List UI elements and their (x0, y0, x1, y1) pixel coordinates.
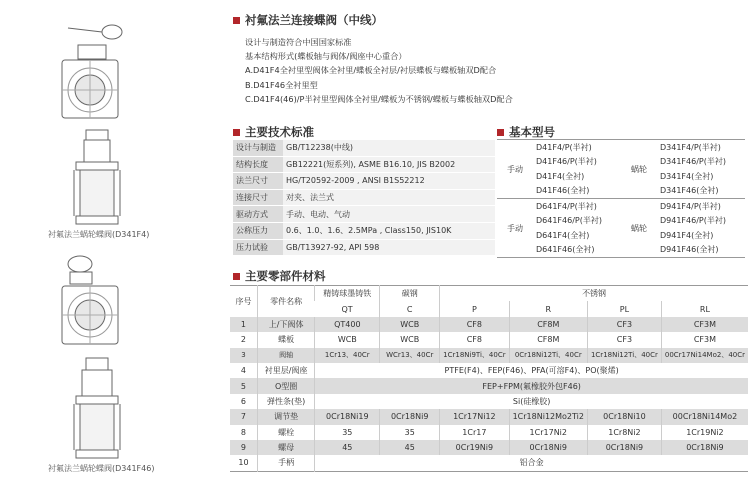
table-cell: C (380, 301, 440, 316)
table-cell: 公称压力 (233, 222, 283, 239)
table-cell: 螺母 (257, 440, 314, 455)
table-cell: 35 (315, 425, 380, 440)
intro-text: 设计与制造符合中国国家标准 基本结构形式(蝶板轴与阀体/阀座中心重合） A.D41F4全衬里型阀体全衬里/蝶板全衬层/衬层蝶板与蝶板轴双D配合 B.D41F46全衬里型 C.D41F4(46)/P半衬里型阀体全衬里/蝶板为不锈钢/蝶板与蝶板轴双D配合 (245, 37, 513, 104)
table-cell: 碳钢 (380, 286, 440, 302)
table-cell: 0.6、1.0、1.6、2.5MPa , Class150, JIS10K (283, 222, 495, 239)
basic-models-table (497, 139, 745, 258)
table-row (233, 239, 495, 256)
table-cell: 1Cr13、40Cr (315, 348, 380, 363)
table-row (230, 332, 748, 347)
valve-drawing-side-1 (66, 128, 126, 228)
table-cell: 3 (230, 348, 257, 363)
materials-title: 主要零部件材料 (233, 268, 326, 284)
table-cell: Si(硅橡胶) (315, 394, 748, 409)
table-cell: QT400 (315, 317, 380, 332)
table-cell: 1Cr18Ni9Ti、40Cr (440, 348, 509, 363)
table-cell: 设计与制造 (233, 140, 283, 156)
table-cell: 0Cr18Ni19 (315, 409, 380, 424)
table-cell: 7 (230, 409, 257, 424)
table-cell: GB/T13927-92, API 598 (283, 239, 495, 256)
table-cell: 1Cr18Ni12Mo2Ti2 (509, 409, 587, 424)
table-row (230, 378, 748, 393)
table-cell: 0Cr18Ni9 (380, 409, 440, 424)
table-cell: D341F4(全衬) (660, 171, 714, 181)
page-title: 衬氟法兰连接蝶阀（中线） (233, 12, 383, 28)
table-cell: 00Cr18Ni14Mo2 (661, 409, 748, 424)
table-cell: 上/下阀体 (257, 317, 314, 332)
table-row (233, 189, 495, 206)
table-cell: GB/T12238(中线) (283, 140, 495, 156)
table-cell: P (440, 301, 509, 316)
table-header-row (230, 286, 748, 302)
table-cell: 2 (240, 335, 247, 345)
table-cell: 8 (240, 427, 247, 437)
table-cell: 不锈钢 (440, 286, 748, 302)
title-marker-icon (497, 129, 504, 136)
table-cell: QT (315, 301, 380, 316)
caption-valve-1: 衬氟法兰蜗轮蝶阀(D341F4) (48, 230, 150, 239)
table-row (233, 206, 495, 223)
table-cell: 1Cr17Ni12 (440, 409, 509, 424)
table-cell: FEP+FPM(氟橡胶外包F46) (315, 378, 748, 393)
table-cell: 零件名称 (257, 286, 314, 317)
table-cell: CF8 (440, 332, 509, 347)
table-cell: 螺栓 (257, 425, 314, 440)
caption-valve-2: 衬氟法兰蜗轮蝶阀(D341F46) (48, 464, 155, 473)
title-marker-icon (233, 129, 240, 136)
table-row (230, 409, 748, 424)
title-marker-icon (233, 17, 240, 24)
table-cell: D41F46(全衬) (536, 186, 590, 196)
table-cell: 手柄 (257, 455, 314, 471)
table-row (233, 156, 495, 173)
table-cell: D41F4(全衬) (536, 171, 585, 181)
table-cell: 序号 (230, 286, 257, 317)
title-marker-icon (233, 273, 240, 280)
table-cell: CF3M (661, 332, 748, 347)
table-cell: 调节垫 (257, 409, 314, 424)
table-cell: 连接尺寸 (233, 189, 283, 206)
table-cell: CF8 (440, 317, 509, 332)
table-row (233, 140, 495, 156)
table-cell: 蜗轮 (631, 164, 647, 174)
table-cell: 1Cr18Ni12Ti、40Cr (587, 348, 661, 363)
table-cell: 对夹、法兰式 (283, 189, 495, 206)
table-cell: 0Cr18Ni9 (587, 440, 661, 455)
table-row (230, 425, 748, 440)
table-cell: 35 (380, 425, 440, 440)
table-cell: 衬里层/阀座 (257, 363, 314, 378)
table-cell: D641F4(全衬) (536, 230, 590, 240)
table-cell: HG/T20592-2009 , ANSI B1S52212 (283, 173, 495, 190)
table-row (230, 348, 748, 363)
table-cell: 1Cr17Ni2 (509, 425, 587, 440)
table-cell: 精铸球墨铸铁 (315, 286, 380, 302)
table-cell: 9 (230, 440, 257, 455)
table-cell: 压力试验 (233, 239, 283, 256)
table-cell: 4 (240, 366, 247, 376)
table-cell: 0Cr18Ni9 (509, 440, 587, 455)
table-cell: 手动 (507, 164, 523, 174)
table-cell: 手动 (497, 199, 533, 258)
table-cell: CF3 (587, 317, 661, 332)
table-row (230, 440, 748, 455)
table-cell: 蜗轮 (621, 199, 657, 258)
table-cell: WCB (380, 317, 440, 332)
table-cell: D941F46(全衬) (660, 245, 719, 255)
table-row (497, 199, 745, 214)
materials-table (230, 285, 748, 472)
table-cell: D641F46(全衬) (536, 245, 595, 255)
table-row (230, 317, 748, 332)
table-cell: 0Cr18Ni12Ti、40Cr (509, 348, 587, 363)
table-cell: 铝合金 (315, 455, 748, 471)
table-cell: 结构长度 (233, 156, 283, 173)
table-cell: 手动、电动、气动 (283, 206, 495, 223)
valve-drawing-top (40, 10, 135, 125)
table-row (230, 363, 748, 378)
table-row (233, 222, 495, 239)
table-row (230, 455, 748, 471)
valve-drawing-mid (40, 246, 135, 356)
table-cell: D941F4/P(半衬) (657, 199, 745, 214)
table-cell: D941F46/P(半衬) (660, 216, 726, 226)
table-cell: 1Cr19Ni2 (661, 425, 748, 440)
table-cell: CF8M (509, 332, 587, 347)
table-cell: PL (587, 301, 661, 316)
table-cell: D941F4(全衬) (660, 230, 714, 240)
table-cell: 45 (380, 440, 440, 455)
table-cell: WCB (315, 332, 380, 347)
table-cell: 0Cr19Ni9 (440, 440, 509, 455)
table-cell: D641F46/P(半衬) (536, 216, 602, 226)
table-cell: RL (661, 301, 748, 316)
table-cell: D641F4/P(半衬) (533, 199, 621, 214)
table-cell: CF8M (509, 317, 587, 332)
valve-drawing-side-2 (66, 356, 126, 461)
table-cell: D41F46/P(半衬) (536, 157, 597, 167)
table-cell: 0Cr18Ni9 (661, 440, 748, 455)
table-cell: 00Cr17Ni14Mo2、40Cr (661, 348, 748, 363)
table-cell: 10 (238, 458, 249, 468)
table-cell: WCB (380, 332, 440, 347)
table-cell: 蝶板 (257, 332, 314, 347)
tech-standards-title: 主要技术标准 (233, 124, 314, 140)
table-cell: 5 (230, 378, 257, 393)
table-cell: CF3 (587, 332, 661, 347)
table-cell: PTFE(F4)、FEP(F46)、PFA(可溶F4)、PO(聚烯) (315, 363, 748, 378)
table-cell: WCr13、40Cr (380, 348, 440, 363)
basic-models-title: 基本型号 (497, 124, 555, 140)
table-row (497, 140, 745, 155)
table-cell: GB12221(短系列), ASME B16.10, JIS B2002 (283, 156, 495, 173)
table-cell: 阀轴 (257, 348, 314, 363)
table-cell: O型圈 (257, 378, 314, 393)
table-cell: D341F46/P(半衬) (660, 157, 726, 167)
table-cell: 1Cr17 (440, 425, 509, 440)
table-cell: 0Cr18Ni10 (587, 409, 661, 424)
table-cell: CF3M (661, 317, 748, 332)
table-cell: 驱动方式 (233, 206, 283, 223)
table-cell: D41F4/P(半衬) (536, 142, 592, 152)
table-cell: 1 (230, 317, 257, 332)
table-row (233, 173, 495, 190)
tech-standards-table (233, 140, 495, 256)
table-cell: D341F4/P(半衬) (660, 142, 721, 152)
table-row (230, 394, 748, 409)
table-cell: D341F46(全衬) (660, 186, 719, 196)
table-cell: 弹性条(垫) (257, 394, 314, 409)
table-cell: R (509, 301, 587, 316)
table-cell: 6 (240, 396, 247, 406)
table-cell: 45 (315, 440, 380, 455)
table-cell: 1Cr8Ni2 (587, 425, 661, 440)
table-cell: 法兰尺寸 (233, 173, 283, 190)
